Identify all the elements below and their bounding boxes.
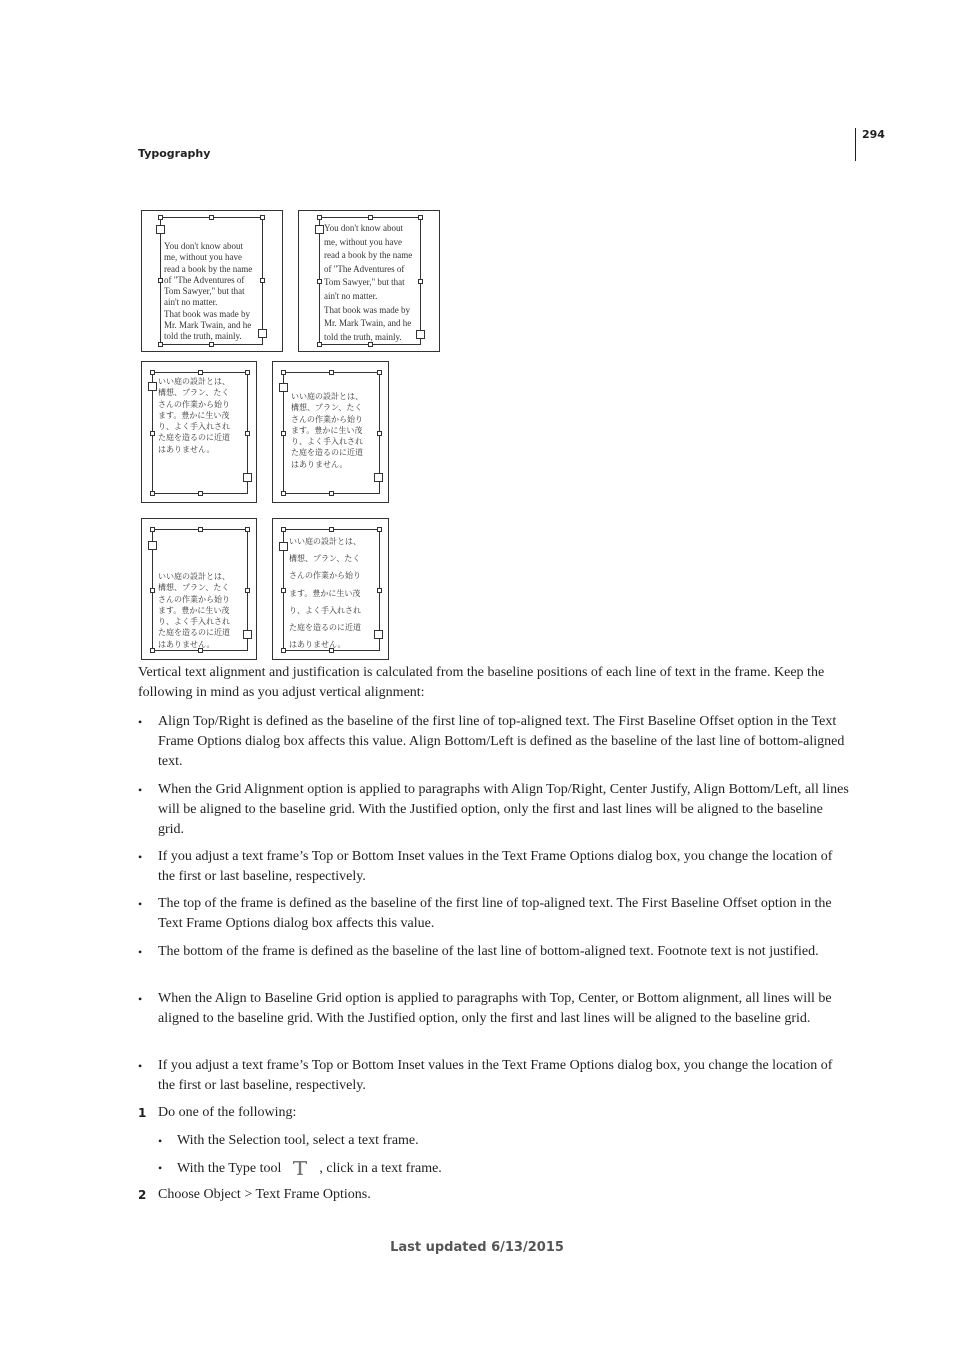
selection-handle — [329, 527, 334, 532]
bullet-item: The bottom of the frame is defined as the baseline of the last line of bottom-aligned text. Footnote text is not justified. — [158, 944, 819, 959]
bullet-item: Align Top/Right is defined as the baseline of the first line of top-aligned text. The First Baseline Offset option in the Text Frame Options dialog box affects this value. Align Bottom/Left is defined as the baseline of the last line of bottom-aligned text. — [158, 714, 845, 769]
out-port-icon — [374, 630, 383, 639]
figure-english-right — [298, 210, 440, 352]
bullet-item: If you adjust a text frame’s Top or Bottom Inset values in the Text Frame Options dialog box, you change the location of the first or last baseline, respectively. — [158, 1058, 833, 1093]
figure-english-left — [141, 210, 283, 352]
japanese-sample-text: いい庭の設計とは、 構想、プラン、たく さんの作業から始り ます。豊かに生い茂 り、よく手入れされ た庭を造るのに近道 はありません。 — [158, 572, 230, 649]
selection-handle — [198, 491, 203, 496]
selection-handle — [281, 491, 286, 496]
bullet-item: The top of the frame is defined as the baseline of the first line of top-aligned text. The First Baseline Offset option in the Text Frame Options dialog box affects this value. — [158, 896, 832, 931]
english-sample-text: You don't know about me, without you have read a book by the name of "The Adventures of Tom Sawyer," but that ain't no matter. That book was made by Mr. Mark Twain, and he told the truth, mainly. — [324, 223, 413, 342]
selection-handle — [209, 342, 214, 347]
sub-item-selection-tool: With the Selection tool, select a text frame. — [177, 1133, 419, 1148]
selection-handle — [281, 527, 286, 532]
section-title: Typography — [138, 147, 211, 160]
selection-handle — [150, 370, 155, 375]
japanese-sample-text: いい庭の設計とは、 構想、プラン、たく さんの作業から始り ます。豊かに生い茂 り、よく手入れされ た庭を造るのに近道 はありません。 — [158, 377, 230, 454]
selection-handle — [377, 431, 382, 436]
selection-handle — [317, 279, 322, 284]
selection-handle — [418, 279, 423, 284]
in-port-icon — [315, 225, 324, 234]
selection-handle — [368, 215, 373, 220]
selection-handle — [245, 588, 250, 593]
selection-handle — [198, 370, 203, 375]
step-text: Do one of the following: — [158, 1105, 297, 1120]
header-rule — [855, 128, 856, 161]
selection-handle — [418, 215, 423, 220]
selection-handle — [260, 215, 265, 220]
type-tool-icon — [291, 1158, 309, 1176]
selection-handle — [329, 370, 334, 375]
selection-handle — [260, 278, 265, 283]
sub-bullet: • — [158, 1134, 163, 1148]
japanese-sample-text: いい庭の設計とは、 構想、プラン、たく さんの作業から始り ます。豊かに生い茂 り、よく手入れされ た庭を造るのに近道 はありません。 — [291, 392, 363, 469]
bullet-item: When the Grid Alignment option is applied to paragraphs with Align Top/Right, Center Justify, Align Bottom/Left, all lines will be aligned to the baseline grid. With the Justified option, only the first and last lines will be aligned to the baseline grid. — [158, 782, 849, 837]
bullet: • — [138, 992, 143, 1006]
selection-handle — [281, 431, 286, 436]
sub-item-type-tool — [177, 1158, 442, 1179]
out-port-icon — [374, 473, 383, 482]
selection-handle — [245, 370, 250, 375]
selection-handle — [150, 491, 155, 496]
selection-handle — [198, 527, 203, 532]
figure-japanese-bottom-left — [141, 518, 257, 660]
in-port-icon — [148, 541, 157, 550]
selection-handle — [377, 370, 382, 375]
out-port-icon — [243, 630, 252, 639]
step-text: Choose Object > Text Frame Options. — [158, 1187, 371, 1202]
selection-handle — [281, 648, 286, 653]
type-tool-text: With the Type tool — [177, 1161, 282, 1176]
out-port-icon — [243, 473, 252, 482]
selection-handle — [245, 431, 250, 436]
bullet: • — [138, 715, 143, 729]
footer-last-updated: Last updated 6/13/2015 — [390, 1240, 564, 1255]
selection-handle — [377, 527, 382, 532]
in-port-icon — [279, 383, 288, 392]
in-port-icon — [148, 382, 157, 391]
bullet: • — [138, 945, 143, 959]
selection-handle — [150, 588, 155, 593]
figure-japanese-top-left — [141, 361, 257, 503]
selection-handle — [329, 491, 334, 496]
type-tool-text-after: , click in a text frame. — [319, 1161, 442, 1176]
bullet-item: When the Align to Baseline Grid option is applied to paragraphs with Top, Center, or Bottom alignment, all lines will be aligned to the baseline grid. With the Justified option, only the first and last lines will be aligned to the baseline grid. — [158, 991, 832, 1026]
selection-handle — [158, 278, 163, 283]
out-port-icon — [258, 329, 267, 338]
bullet: • — [138, 783, 143, 797]
intro-paragraph: Vertical text alignment and justification is calculated from the baseline positions of each line of text in the frame. Keep the following in mind as you adjust vertical alignment: — [138, 665, 825, 700]
step-number: 1 — [138, 1106, 147, 1120]
bullet-item: If you adjust a text frame’s Top or Bottom Inset values in the Text Frame Options dialog box, you change the location of the first or last baseline, respectively. — [158, 849, 833, 884]
selection-handle — [150, 648, 155, 653]
selection-handle — [317, 215, 322, 220]
selection-handle — [150, 431, 155, 436]
selection-handle — [209, 215, 214, 220]
selection-handle — [317, 342, 322, 347]
step-number: 2 — [138, 1188, 147, 1202]
selection-handle — [158, 215, 163, 220]
selection-handle — [281, 370, 286, 375]
figure-japanese-top-right — [272, 361, 389, 503]
out-port-icon — [416, 330, 425, 339]
bullet: • — [138, 1059, 143, 1073]
selection-handle — [158, 342, 163, 347]
in-port-icon — [279, 542, 288, 551]
page-number: 294 — [862, 128, 885, 141]
selection-handle — [281, 588, 286, 593]
bullet: • — [138, 897, 143, 911]
selection-handle — [377, 588, 382, 593]
bullet: • — [138, 850, 143, 864]
selection-handle — [150, 527, 155, 532]
sub-bullet: • — [158, 1161, 163, 1175]
japanese-sample-text: いい庭の設計とは、 構想、プラン、たく さんの作業から始り ます。豊かに生い茂 り、よく手入れされ た庭を造るのに近道 はありません。 — [289, 537, 361, 650]
selection-handle — [245, 527, 250, 532]
figure-japanese-bottom-right — [272, 518, 389, 660]
in-port-icon — [156, 225, 165, 234]
english-sample-text: You don't know about me, without you have read a book by the name of "The Adventures of Tom Sawyer," but that ain't no matter. That book was made by Mr. Mark Twain, and he told the truth, mainly. — [164, 241, 253, 342]
